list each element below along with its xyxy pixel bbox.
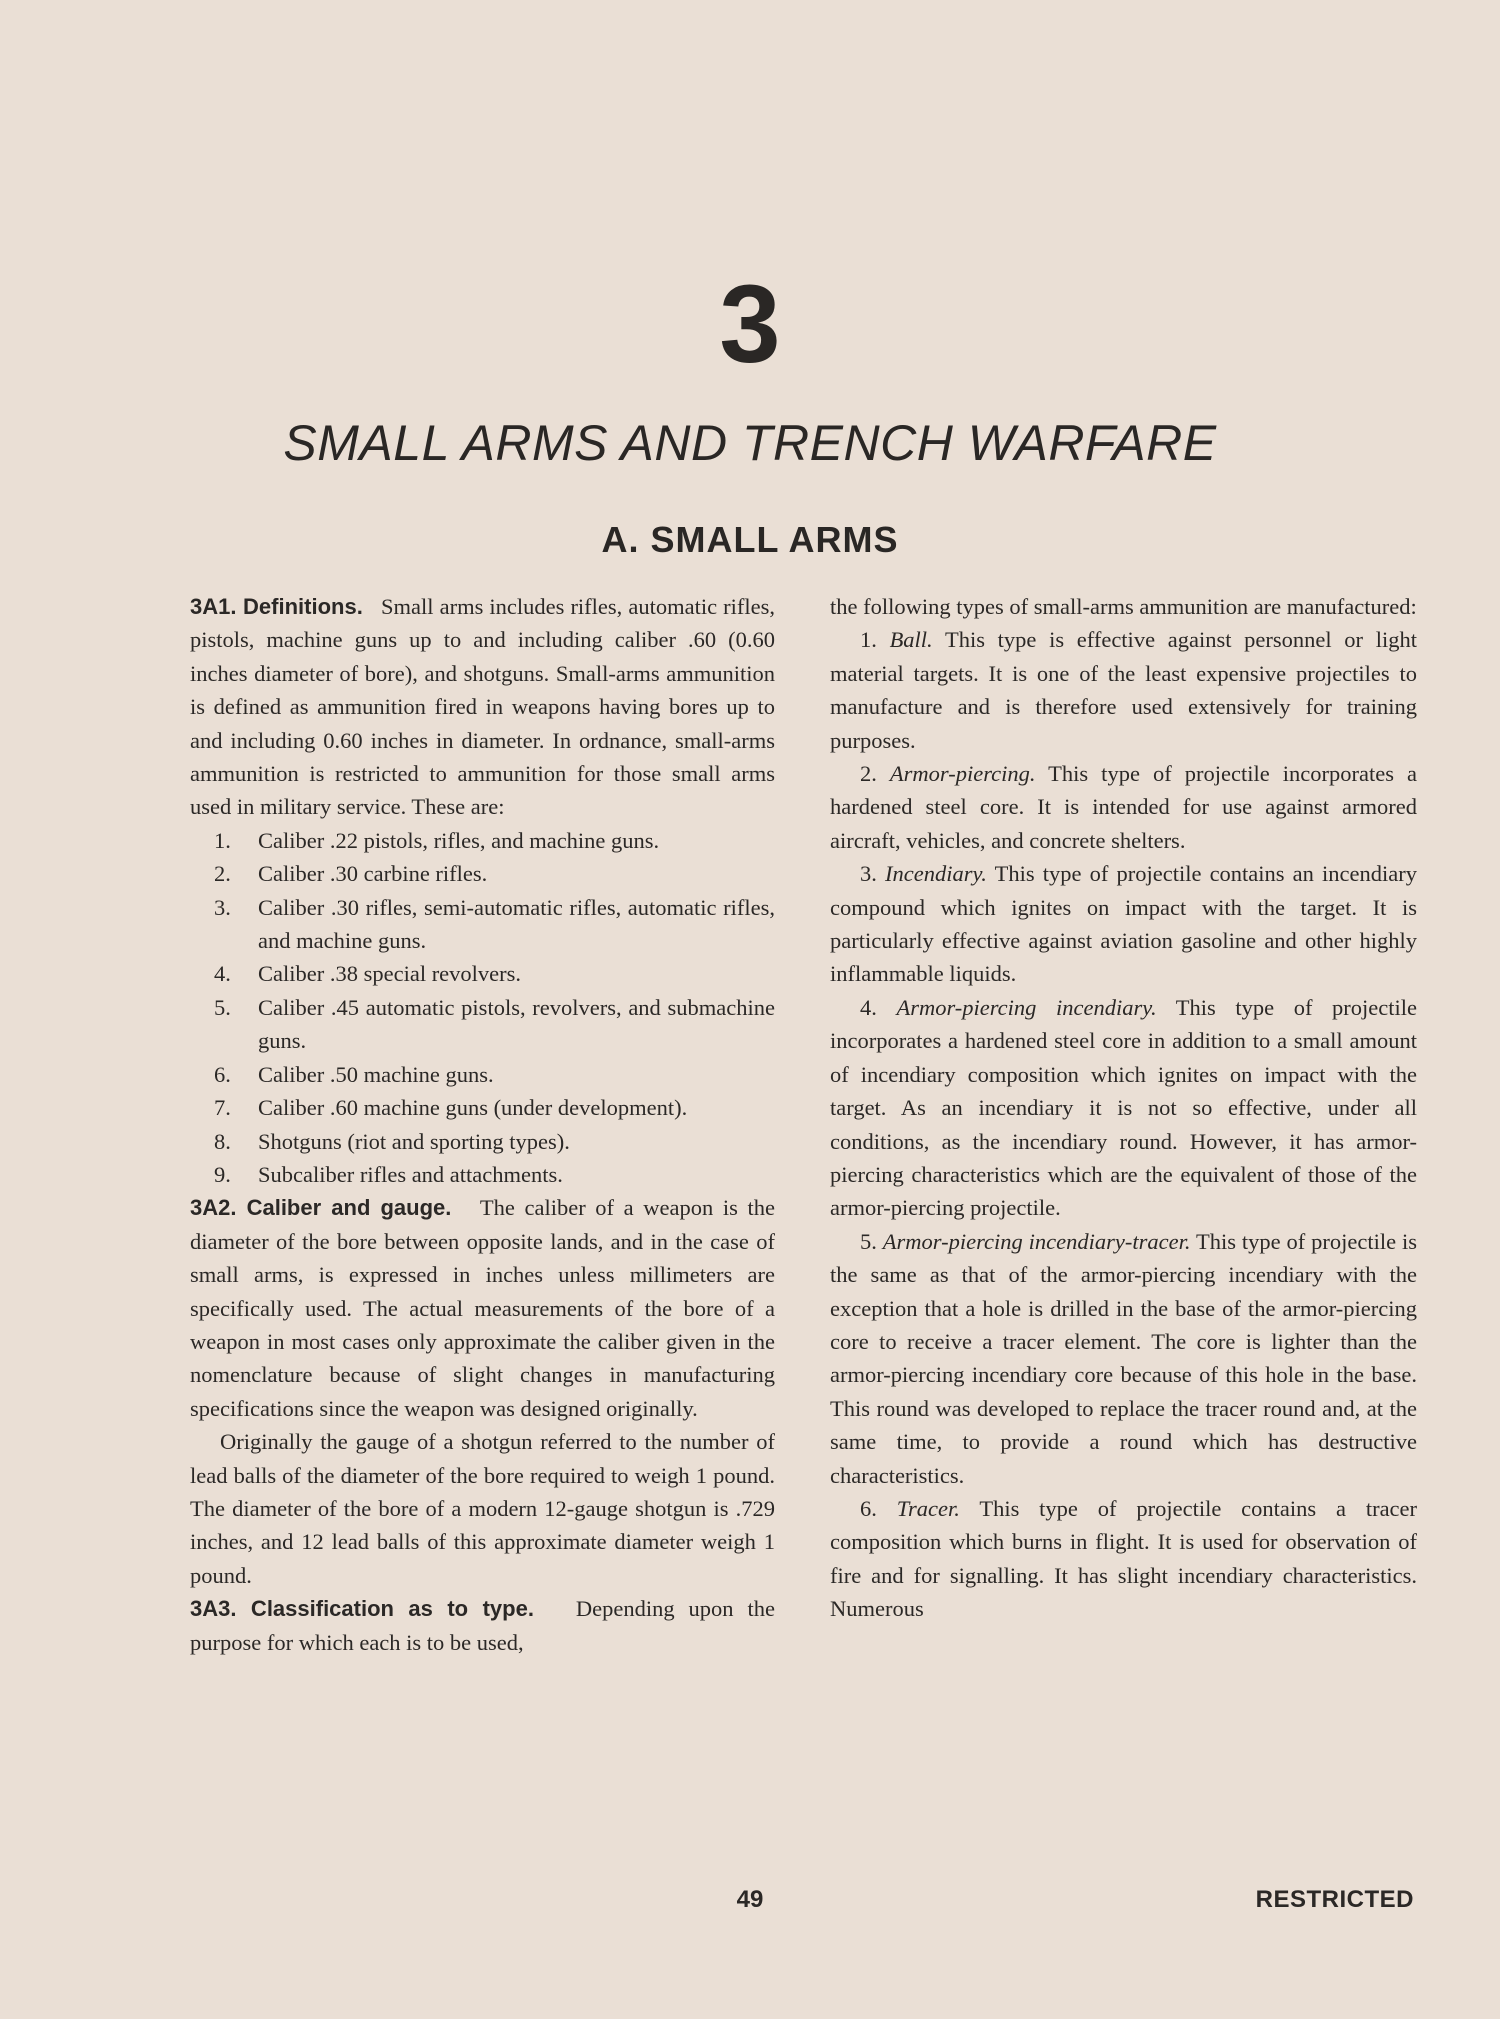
ammo-type-ball: 1. Ball. This type is effective against personnel or light material targets. It is one of the least expensive projectiles to manufacture and is therefore used extensively for training purposes. <box>830 627 1417 753</box>
chapter-number: 3 <box>719 263 781 386</box>
left-column <box>190 590 775 1659</box>
list-item: 6. Caliber .50 machine guns. <box>214 1061 494 1087</box>
ammo-type-ap-incendiary: 4. Armor-piercing incendiary. This type of projectile incorporates a hardened steel core in addition to a small amount of incendiary composition which ignites on impact with the target. As an incendiary it is not so effective, under all conditions, as the incendiary round. However, it has armor-piercing characteristics which are the equivalent of those of the armor-piercing projectile. <box>830 994 1418 1221</box>
ammo-type-armor-piercing: 2. Armor-piercing. This type of projectile incorporates a hardened steel core. It is intended for use against armored aircraft, vehicles, and concrete shelters. <box>830 761 1417 853</box>
caliber-list <box>190 824 775 1191</box>
definitions-body: Small arms includes rifles, automatic rifles, pistols, machine guns up to and including caliber .60 (0.60 inches diameter of bore), and shotguns. Small-arms ammunition is defined as ammunition fired in weapons having bores up to and including 0.60 inches in diameter. In ordnance, small-arms ammunition is restricted to ammunition for those small arms used in military service. These are: <box>190 594 776 820</box>
heading-3a2: 3A2. Caliber and gauge. <box>190 1195 452 1221</box>
list-item: 1. Caliber .22 pistols, rifles, and machine guns. <box>214 827 660 853</box>
ammo-type-incendiary: 3. Incendiary. This type of projectile contains an incendiary compound which ignites on impact with the target. It is particularly effective against aviation gasoline and other highly inflammable liquids. <box>830 861 1418 987</box>
page-number: 49 <box>736 1886 764 1913</box>
heading-3a3: 3A3. Classification as to type. <box>190 1596 534 1622</box>
ammo-type-tracer: 6. Tracer. This type of projectile contains a tracer composition which burns in flight. It is used for observation of fire and for signalling. It has slight incendiary characteristics. Numerous <box>830 1495 1418 1622</box>
paragraph-definitions <box>190 590 775 824</box>
paragraph-classification <box>190 1592 775 1659</box>
paragraph-gauge-origin: Originally the gauge of a shotgun referred to the number of lead balls of the diameter of the bore required to weigh 1 pound. The diameter of the bore of a modern 12-gauge shotgun is .729 inches, and 12 lead balls of this approximate diameter weigh 1 pound. <box>190 1429 775 1588</box>
paragraph-intro: the following types of small-arms ammunition are manufactured: <box>830 594 1417 619</box>
list-item: 2. Caliber .30 carbine rifles. <box>214 861 488 887</box>
right-column <box>830 590 1417 1626</box>
list-item: 4. Caliber .38 special revolvers. <box>214 961 522 987</box>
list-item: 9. Subcaliber rifles and attachments. <box>214 1161 563 1187</box>
list-item: 3. Caliber .30 rifles, semi-automatic rifles, automatic rifles, and machine guns. <box>214 894 775 954</box>
caliber-gauge-body: The caliber of a weapon is the diameter of the bore between opposite lands, and in the case of small arms, is expressed in inches unless millimeters are specifically used. The actual measurements of the bore of a weapon in most cases only approximate the caliber given in the nomenclature because of slight changes in manufacturing specifications since the weapon was designed originally. <box>190 1195 775 1421</box>
section-title: A. SMALL ARMS <box>601 519 899 560</box>
list-item: 5. Caliber .45 automatic pistols, revolvers, and submachine guns. <box>214 994 775 1054</box>
heading-3a1: 3A1. Definitions. <box>190 594 363 619</box>
security-marking: RESTRICTED <box>1255 1886 1414 1913</box>
ammo-type-ap-incendiary-tracer: 5. Armor-piercing incendiary-tracer. This type of projectile is the same as that of the armor-piercing incendiary with the exception that a hole is drilled in the base of the armor-piercing core to receive a tracer element. The core is lighter than the armor-piercing incendiary core because of this hole in the base. This round was developed to replace the tracer round and, at the same time, to provide a round which has destructive characteristics. <box>830 1228 1418 1488</box>
list-item: 8. Shotguns (riot and sporting types). <box>214 1128 570 1154</box>
list-item: 7. Caliber .60 machine guns (under development). <box>214 1095 688 1121</box>
chapter-title: SMALL ARMS AND TRENCH WARFARE <box>283 415 1217 471</box>
classification-body: Depending upon the purpose for which each is to be used, <box>190 1596 776 1655</box>
paragraph-caliber-gauge <box>190 1191 775 1425</box>
